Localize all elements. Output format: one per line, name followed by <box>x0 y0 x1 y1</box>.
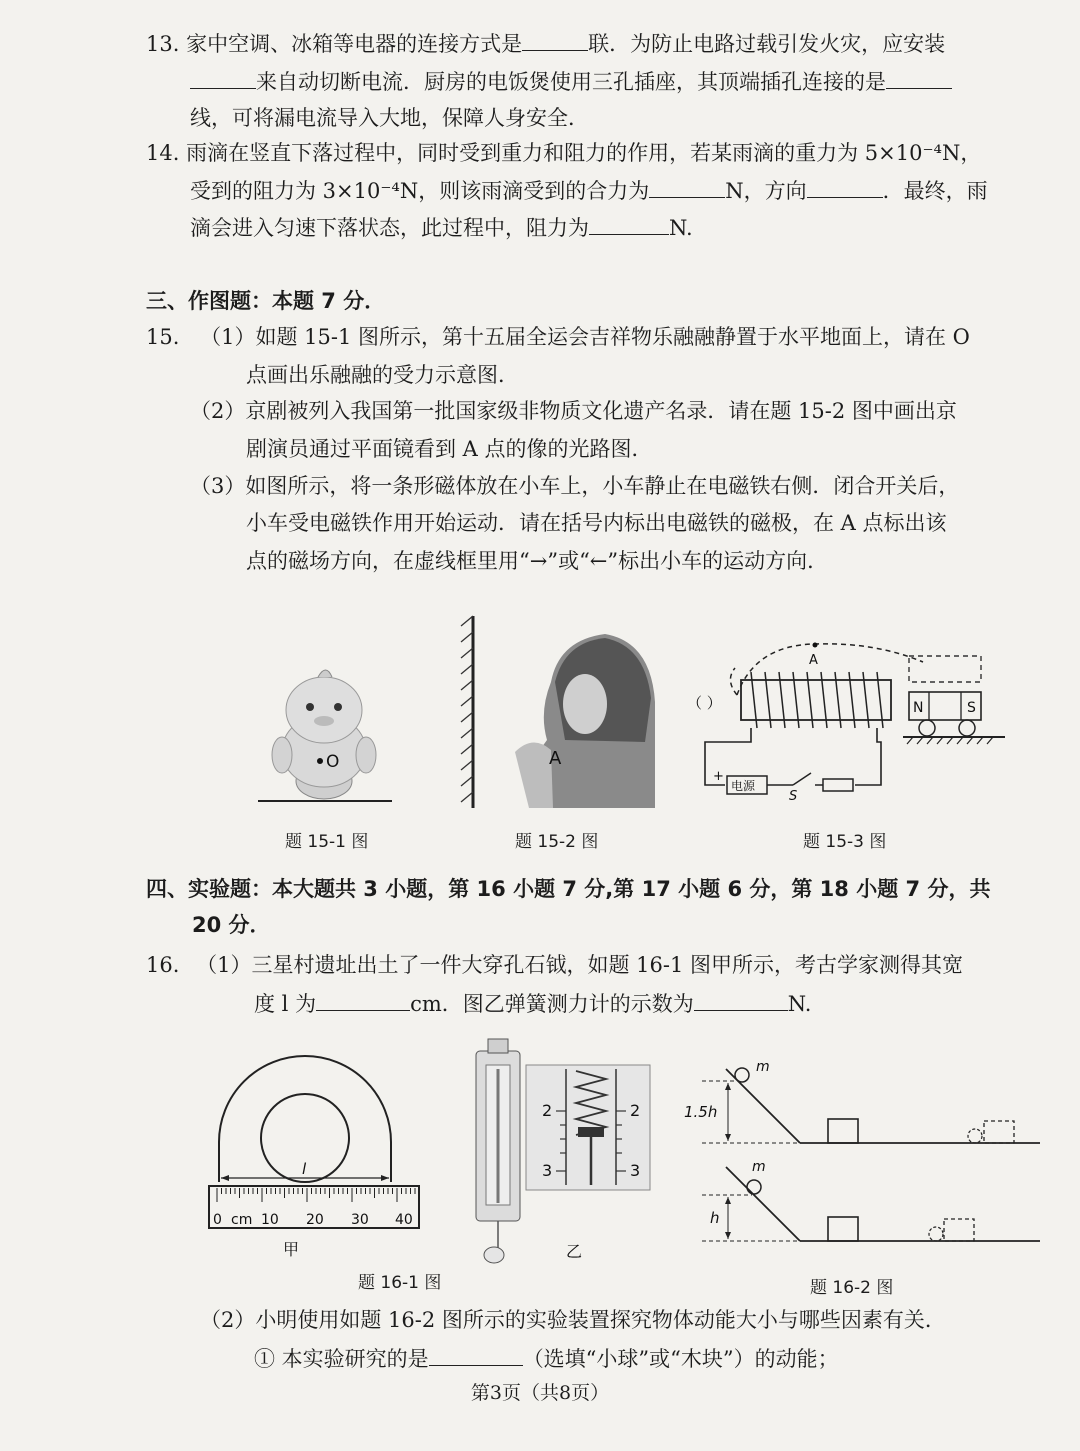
section-4-heading-line1: 四、实验题：本大题共 3 小题，第 16 小题 7 分,第 17 小题 6 分，第 18 小题 7 分，共 <box>146 877 991 901</box>
q14-line2 <box>190 175 988 206</box>
q15-line1 <box>146 322 970 352</box>
label-jia: 甲 <box>283 1240 300 1259</box>
label-A-mirror: A <box>549 748 562 769</box>
section-3-heading: 三、作图题：本题 7 分． <box>146 289 386 313</box>
q13-text-1a: 家中空调、冰箱等电器的连接方式是 <box>186 32 523 56</box>
svg-text:m: m <box>752 1159 766 1175</box>
svg-text:h: h <box>710 1209 720 1227</box>
svg-text:2: 2 <box>542 1101 553 1120</box>
label-yi: 乙 <box>566 1242 583 1261</box>
q14-text-2b: N，方向 <box>725 179 807 203</box>
answer-blank[interactable] <box>190 66 256 89</box>
q15-line5: （3）如图所示，将一条形磁体放在小车上，小车静止在电磁铁右侧．闭合开关后， <box>190 474 960 498</box>
q14-text-2c: ．最终，雨 <box>882 179 988 203</box>
figure-15-3-electromagnet <box>685 640 1015 815</box>
answer-blank[interactable] <box>886 66 952 89</box>
answer-blank[interactable] <box>522 28 588 51</box>
q16-text-p1a: （1）三星村遗址出土了一件大穿孔石钺，如题 16-1 图甲所示，考古学家测得其宽 <box>196 953 963 977</box>
q16-line2 <box>254 988 811 1019</box>
q15-line4: 剧演员通过平面镜看到 A 点的像的光路图． <box>246 437 653 461</box>
figure-16-2-incline <box>682 1055 1047 1255</box>
figure-16-1-yi-spring-scale <box>470 1035 655 1275</box>
svg-text:2: 2 <box>630 1101 641 1120</box>
section-4-heading-line2: 20 分． <box>192 913 271 937</box>
q13-text-1b: 联．为防止电路过载引发火灾，应安装 <box>588 32 946 56</box>
answer-blank[interactable] <box>429 1343 523 1366</box>
magnet-S: S <box>967 700 976 716</box>
q15-line7: 点的磁场方向，在虚线框里用“→”或“←”标出小车的运动方向． <box>246 549 829 573</box>
svg-text:3: 3 <box>630 1161 641 1180</box>
q13-text-2a: 来自动切断电流．厨房的电饭煲使用三孔插座，其顶端插孔连接的是 <box>256 70 886 94</box>
svg-text:40: 40 <box>395 1212 413 1228</box>
q16-text-p1b-c: N. <box>787 992 812 1016</box>
q15-number: 15. <box>146 325 180 349</box>
q14-text-3a: 滴会进入匀速下落状态，此过程中，阻力为 <box>190 216 589 240</box>
q13-line2 <box>190 66 952 97</box>
power-label: 电源 <box>731 779 756 793</box>
q15-text-p1a: （1）如题 15-1 图所示，第十五届全运会吉祥物乐融融静置于水平地面上，请在 O <box>200 325 970 349</box>
q13-line1 <box>146 28 945 59</box>
q16-text-p1b-b: cm．图乙弹簧测力计的示数为 <box>410 992 694 1016</box>
answer-blank[interactable] <box>316 988 410 1011</box>
svg-text:3: 3 <box>542 1161 553 1180</box>
q14-text-2a: 受到的阻力为 3×10⁻⁴N，则该雨滴受到的合力为 <box>190 179 650 203</box>
svg-text:10: 10 <box>261 1212 279 1228</box>
label-A-field: A <box>809 653 818 668</box>
switch-label: S <box>789 789 798 804</box>
svg-text:cm: cm <box>231 1212 253 1228</box>
q16-text-p3b: （选填“小球”或“木块”）的动能； <box>522 1347 839 1371</box>
svg-text:0: 0 <box>213 1212 222 1228</box>
q16-line1 <box>146 950 963 980</box>
q16-text-p3a: ① 本实验研究的是 <box>254 1347 429 1371</box>
q16-text-p1b-a: 度 l 为 <box>254 992 317 1016</box>
figure-15-2-mirror <box>455 612 660 812</box>
q15-line6: 小车受电磁铁作用开始运动．请在括号内标出电磁铁的磁极，在 A 点标出该 <box>246 511 947 535</box>
pole-bracket: （ ） <box>687 694 722 712</box>
caption-16-1: 题 16-1 图 <box>358 1273 442 1293</box>
q14-text-1: 雨滴在竖直下落过程中，同时受到重力和阻力的作用，若某雨滴的重力为 5×10⁻⁴N， <box>186 141 982 165</box>
label-O: O <box>326 752 340 772</box>
figure-16-1-jia <box>205 1040 425 1265</box>
direction-box[interactable] <box>909 656 981 682</box>
q16-number: 16. <box>146 953 180 977</box>
answer-blank[interactable] <box>649 175 725 198</box>
q15-line3: （2）京剧被列入我国第一批国家级非物质文化遗产名录．请在题 15-2 图中画出京 <box>190 399 957 423</box>
svg-text:30: 30 <box>351 1212 369 1228</box>
magnet-N: N <box>913 700 924 716</box>
plus-sign: + <box>713 769 724 784</box>
q14-text-3b: N. <box>669 216 693 240</box>
q14-number: 14. <box>146 141 180 165</box>
q13-number: 13. <box>146 32 180 56</box>
caption-15-3: 题 15-3 图 <box>803 832 887 852</box>
q14-line3 <box>190 212 693 243</box>
svg-text:m: m <box>756 1059 770 1075</box>
caption-16-2: 题 16-2 图 <box>810 1278 894 1298</box>
answer-blank[interactable] <box>807 175 883 198</box>
page-footer: 第3页（共8页） <box>470 1382 610 1404</box>
q15-line2: 点画出乐融融的受力示意图． <box>246 363 519 387</box>
caption-15-1: 题 15-1 图 <box>285 832 369 852</box>
width-label-l: l <box>302 1160 307 1178</box>
svg-text:1.5h: 1.5h <box>684 1103 718 1121</box>
figure-15-1-mascot <box>250 655 400 815</box>
q16-line3: （2）小明使用如题 16-2 图所示的实验装置探究物体动能大小与哪些因素有关． <box>200 1308 946 1332</box>
svg-text:20: 20 <box>306 1212 324 1228</box>
answer-blank[interactable] <box>589 212 669 235</box>
answer-blank[interactable] <box>694 988 788 1011</box>
q16-line4 <box>254 1343 839 1374</box>
q14-line1 <box>146 138 981 168</box>
caption-15-2: 题 15-2 图 <box>515 832 599 852</box>
q13-line3: 线，可将漏电流导入大地，保障人身安全． <box>190 106 589 130</box>
